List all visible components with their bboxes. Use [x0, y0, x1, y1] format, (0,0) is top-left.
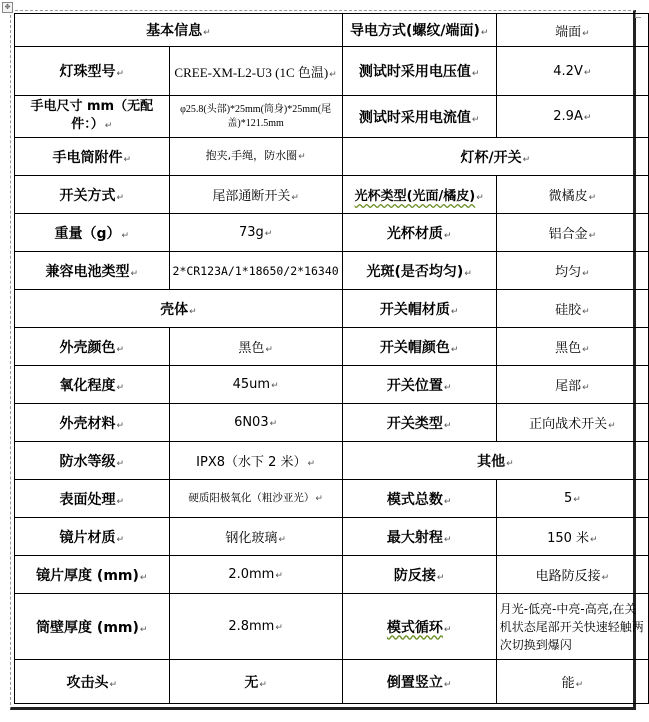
table-cell-value: 2.0mm↵	[169, 556, 342, 594]
table-cell-label: 倒置竖立↵	[342, 660, 496, 704]
section-header-shell: 壳体↵	[15, 290, 343, 328]
table-row	[15, 480, 649, 518]
table-row	[15, 366, 649, 404]
table-row	[15, 47, 649, 96]
table-cell-label: 外壳颜色↵	[15, 328, 170, 366]
table-cell-value: φ25.8(头部)*25mm(筒身)*25mm(尾盖)*121.5mm	[169, 96, 342, 138]
table-cell-label: 开关帽材质↵	[342, 290, 496, 328]
table-cell-value: 45um↵	[169, 366, 342, 404]
table-cell-label: 镜片材质↵	[15, 518, 170, 556]
table-row	[15, 96, 649, 138]
table-cell-label: 外壳材料↵	[15, 404, 170, 442]
table-row	[15, 290, 649, 328]
table-row	[15, 442, 649, 480]
table-cell-value: 黑色↵	[169, 328, 342, 366]
table-cell-value: 2*CR123A/1*18650/2*16340	[169, 252, 342, 290]
table-cell-label: 开关类型↵	[342, 404, 496, 442]
table-cell-value: 钢化玻璃↵	[169, 518, 342, 556]
table-cell-value: 月光-低亮-中亮-高亮,在关机状态尾部开关快速轻触两次切换到爆闪	[496, 594, 648, 660]
section-header-other: 其他↵	[342, 442, 648, 480]
table-row	[15, 176, 649, 214]
table-cell-label: 开关帽颜色↵	[342, 328, 496, 366]
table-cell-value: 尾部↵	[496, 366, 648, 404]
table-cell-label: 测试时采用电压值↵	[342, 47, 496, 96]
table-row	[15, 594, 649, 660]
section-header-cup-switch: 灯杯/开关↵	[342, 138, 648, 176]
table-cell-label: 导电方式(螺纹/端面)↵	[342, 14, 496, 47]
table-cell-value: 黑色↵	[496, 328, 648, 366]
table-row	[15, 14, 649, 47]
table-cell-label: 手电尺寸 mm（无配件：）↵	[15, 96, 170, 138]
table-cell-label: 筒壁厚度 (mm)↵	[15, 594, 170, 660]
table-cell-value: 硅胶↵	[496, 290, 648, 328]
table-cell-value: 无↵	[169, 660, 342, 704]
table-cell-value: 2.8mm↵	[169, 594, 342, 660]
table-cell-label: 光杯材质↵	[342, 214, 496, 252]
table-cell-label: 攻击头↵	[15, 660, 170, 704]
table-cell-label: 镜片厚度 (mm)↵	[15, 556, 170, 594]
table-cell-label: 重量（g）↵	[15, 214, 170, 252]
table-cell-label: 兼容电池类型↵	[15, 252, 170, 290]
table-cell-value: 尾部通断开关↵	[169, 176, 342, 214]
table-cell-label: 表面处理↵	[15, 480, 170, 518]
table-row	[15, 328, 649, 366]
table-cell-value: 端面↵	[496, 14, 648, 47]
table-row	[15, 404, 649, 442]
table-cell-value: 能↵	[496, 660, 648, 704]
table-cell-value: CREE-XM-L2-U3 (1C 色温)↵	[169, 47, 342, 96]
table-row	[15, 518, 649, 556]
section-header-basic-info: 基本信息↵	[15, 14, 343, 47]
table-cell-label: 模式循环↵	[342, 594, 496, 660]
table-cell-value: 150 米↵	[496, 518, 648, 556]
table-cell-value: 73g↵	[169, 214, 342, 252]
table-cell-label: 模式总数↵	[342, 480, 496, 518]
table-cell-label: 最大射程↵	[342, 518, 496, 556]
table-cell-value: 正向战术开关↵	[496, 404, 648, 442]
table-cell-label: 灯珠型号↵	[15, 47, 170, 96]
table-cell-value: IPX8（水下 2 米）↵	[169, 442, 342, 480]
table-cell-label: 开关方式↵	[15, 176, 170, 214]
table-cell-label: 手电筒附件↵	[15, 138, 170, 176]
table-cell-value: 抱夹,手绳，防水圈↵	[169, 138, 342, 176]
table-cell-value: 5↵	[496, 480, 648, 518]
table-row	[15, 214, 649, 252]
table-cell-value: 4.2V↵	[496, 47, 648, 96]
table-cell-label: 开关位置↵	[342, 366, 496, 404]
table-cell-label: 光斑(是否均匀)↵	[342, 252, 496, 290]
table-cell-label: 防水等级↵	[15, 442, 170, 480]
table-row	[15, 252, 649, 290]
table-cell-value: 微橘皮↵	[496, 176, 648, 214]
table-cell-value: 铝合金↵	[496, 214, 648, 252]
table-row	[15, 556, 649, 594]
table-cell-label: 测试时采用电流值↵	[342, 96, 496, 138]
table-cell-label: 光杯类型(光面/橘皮)↵	[342, 176, 496, 214]
table-row	[15, 138, 649, 176]
table-row	[15, 660, 649, 704]
table-anchor-icon[interactable]: ✥	[2, 2, 13, 13]
table-cell-value: 均匀↵	[496, 252, 648, 290]
spec-table	[14, 13, 649, 704]
table-cell-label: 防反接↵	[342, 556, 496, 594]
table-cell-value: 电路防反接↵	[496, 556, 648, 594]
table-cell-label: 氧化程度↵	[15, 366, 170, 404]
table-cell-value: 2.9A↵	[496, 96, 648, 138]
table-cell-value: 硬质阳极氧化（粗沙亚光）↵	[169, 480, 342, 518]
table-cell-value: 6N03↵	[169, 404, 342, 442]
